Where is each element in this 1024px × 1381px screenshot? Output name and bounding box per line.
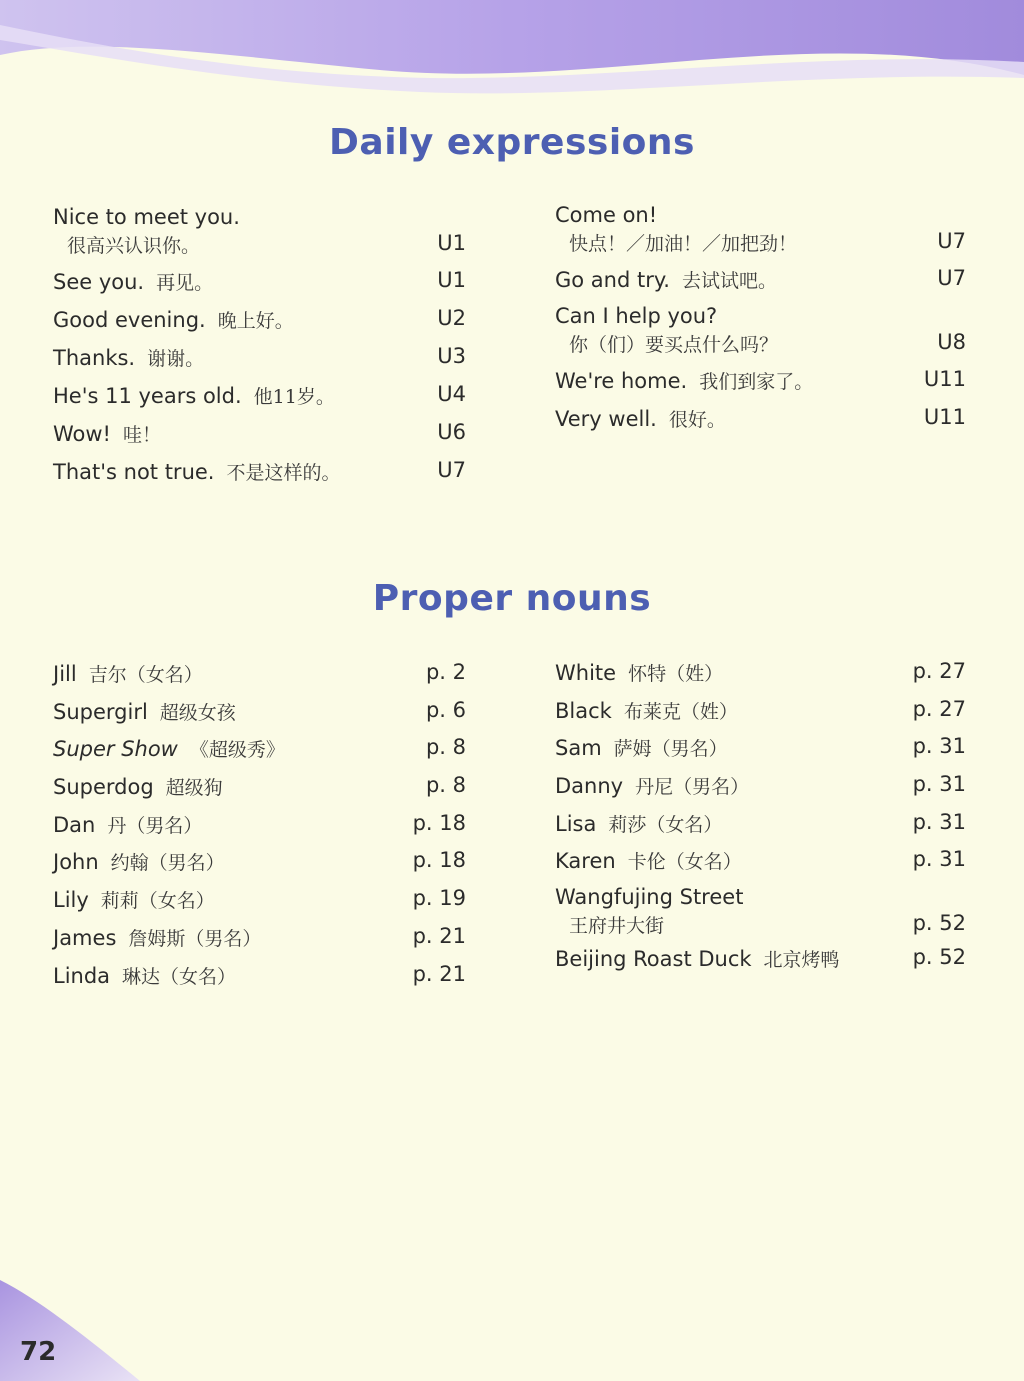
entry-row: [53, 660, 466, 698]
entry-chinese: 王府井大街: [569, 915, 665, 938]
entry-row: [555, 734, 966, 772]
entry-reference: p. 31: [912, 772, 966, 797]
entry-row: [53, 811, 466, 849]
entry-chinese: 超级女孩: [159, 701, 236, 724]
entry-row: [53, 924, 466, 962]
entry-english: Sam: [555, 736, 602, 761]
entry-english: Karen: [555, 849, 616, 874]
entry-chinese: 北京烤鸭: [763, 949, 840, 972]
entry-chinese: 《超级秀》: [189, 739, 285, 762]
entry-english: Thanks.: [53, 346, 136, 370]
entry-english: John: [53, 850, 99, 875]
entry-english: Can I help you?: [555, 304, 718, 328]
entry-row: [53, 698, 466, 736]
entry-reference: U1: [437, 231, 466, 255]
entry-row: [53, 344, 466, 382]
entry-chinese: 哇！: [122, 424, 161, 446]
entry-chinese: 怀特（姓）: [628, 663, 724, 685]
entry-reference: U8: [937, 330, 966, 354]
entry-english: Super Show: [53, 737, 178, 762]
entry-english: Dan: [53, 812, 96, 837]
entry-reference: p. 18: [412, 848, 466, 873]
entry-english: Linda: [53, 963, 111, 988]
entry-reference: U2: [437, 306, 466, 330]
entry-row: [53, 382, 466, 420]
entry-chinese: 琳达（女名）: [122, 965, 237, 988]
entry-reference: p. 52: [912, 911, 966, 936]
entry-chinese: 谢谢。: [147, 348, 205, 370]
entry-chinese: 你（们）要买点什么吗？: [569, 334, 779, 356]
entry-row: [555, 367, 966, 405]
entry-reference: U7: [937, 229, 966, 253]
entry-chinese: 我们到家了。: [699, 371, 814, 393]
entry-english: Jill: [53, 662, 77, 686]
entry-reference: p. 2: [425, 660, 466, 684]
entry-english: Wow!: [53, 422, 111, 446]
section-title-daily-expressions: Daily expressions: [329, 122, 695, 163]
entry-english: Nice to meet you.: [53, 205, 240, 229]
entry-reference: U3: [437, 344, 466, 368]
proper-nouns-left-column: [53, 660, 466, 999]
entry-reference: U6: [437, 420, 466, 444]
entry-english: Danny: [555, 774, 624, 799]
entry-row: [53, 306, 466, 344]
entry-row: [555, 304, 966, 367]
entry-english: Beijing Roast Duck: [555, 947, 752, 972]
entry-reference: p. 19: [412, 886, 466, 911]
entry-english: Good evening.: [53, 308, 206, 332]
entry-english: Go and try.: [555, 268, 670, 292]
daily-expressions-right-column: [555, 203, 966, 443]
entry-row: [555, 203, 966, 266]
entry-chinese: 再见。: [156, 272, 214, 294]
entry-reference: p. 8: [425, 735, 466, 760]
entry-english: White: [555, 661, 617, 685]
entry-reference: p. 52: [912, 945, 966, 970]
entry-chinese: 莉莉（女名）: [100, 890, 215, 913]
entry-chinese: 去试试吧。: [681, 270, 777, 292]
entry-reference: U1: [437, 268, 466, 292]
entry-reference: p. 27: [912, 696, 966, 721]
entry-chinese: 丹（男名）: [107, 814, 203, 837]
entry-chinese: 吉尔（女名）: [88, 664, 203, 686]
entry-english: Supergirl: [53, 699, 148, 724]
proper-nouns-right-column: [555, 659, 966, 983]
entry-row: [53, 886, 466, 924]
entry-row: [555, 810, 966, 848]
entry-row: [53, 848, 466, 886]
entry-chinese: 詹姆斯（男名）: [128, 927, 262, 950]
entry-english: Lily: [53, 888, 89, 913]
entry-chinese: 丹尼（男名）: [635, 776, 750, 799]
entry-english: See you.: [53, 270, 145, 294]
entry-english: Lisa: [555, 811, 597, 836]
entry-row: [555, 772, 966, 810]
entry-reference: p. 31: [912, 809, 966, 834]
entry-reference: p. 18: [412, 810, 466, 835]
section-title-proper-nouns: Proper nouns: [372, 578, 652, 619]
entry-reference: p. 8: [425, 773, 466, 798]
entry-row: [555, 847, 966, 885]
daily-expressions-left-column: [53, 205, 466, 496]
entry-english: That's not true.: [53, 460, 215, 484]
entry-row: [555, 697, 966, 735]
entry-row: [53, 420, 466, 458]
entry-chinese: 很好。: [668, 409, 726, 431]
entry-reference: p. 21: [412, 961, 466, 986]
entry-reference: p. 27: [912, 659, 966, 683]
entry-row: [555, 659, 966, 697]
entry-chinese: 不是这样的。: [226, 462, 341, 484]
entry-chinese: 快点！／加油！／加把劲！: [569, 233, 798, 255]
entry-chinese: 晚上好。: [217, 310, 294, 332]
entry-row: [555, 945, 966, 983]
entry-reference: p. 31: [912, 734, 966, 759]
entry-reference: p. 21: [412, 923, 466, 948]
entry-english: Come on!: [555, 203, 658, 227]
entry-row: [53, 205, 466, 268]
entry-english: He's 11 years old.: [53, 384, 242, 408]
entry-row: [555, 266, 966, 304]
entry-chinese: 他11岁。: [253, 386, 335, 408]
entry-row: [53, 268, 466, 306]
page-number: 72: [20, 1337, 57, 1367]
entry-english: Very well.: [555, 407, 657, 431]
entry-reference: p. 6: [425, 697, 466, 722]
entry-chinese: 卡伦（女名）: [627, 851, 742, 874]
entry-english: Wangfujing Street: [555, 885, 744, 910]
entry-english: James: [53, 925, 117, 950]
entry-reference: U7: [937, 266, 966, 290]
entry-reference: U11: [923, 405, 966, 429]
entry-reference: U7: [437, 458, 466, 482]
entry-english: We're home.: [555, 369, 688, 393]
entry-row: [53, 773, 466, 811]
entry-row: [555, 405, 966, 443]
entry-chinese: 超级狗: [165, 777, 223, 800]
entry-chinese: 很高兴认识你。: [67, 235, 201, 257]
entry-row: [53, 962, 466, 1000]
entry-english: Black: [555, 698, 612, 723]
entry-reference: U11: [923, 367, 966, 391]
entry-chinese: 约翰（男名）: [110, 852, 225, 875]
entry-reference: p. 31: [912, 847, 966, 872]
entry-row: [53, 458, 466, 496]
entry-english: Superdog: [53, 775, 154, 800]
entry-reference: U4: [437, 382, 466, 406]
entry-row: [555, 885, 966, 945]
entry-chinese: 布莱克（姓）: [623, 700, 738, 723]
entry-chinese: 莉莎（女名）: [608, 813, 723, 836]
entry-chinese: 萨姆（男名）: [613, 738, 728, 761]
entry-row: [53, 735, 466, 773]
